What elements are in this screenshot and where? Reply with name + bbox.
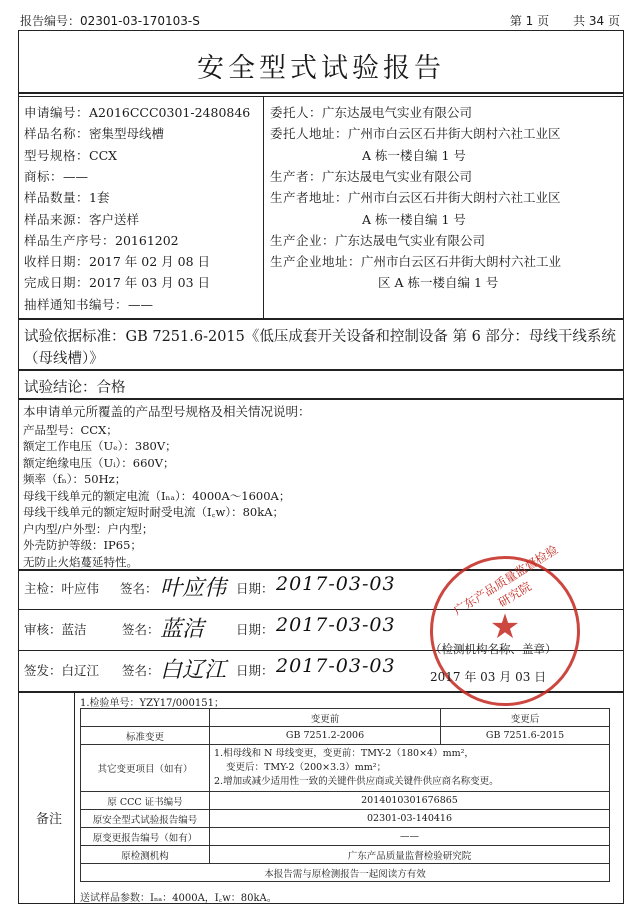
field-label: 生产企业地址： — [270, 254, 362, 270]
table-cell: 其它变更项目（如有） — [81, 745, 210, 792]
field-value-cont: A 栋一楼自编 1 号 — [362, 211, 466, 227]
field-label: 完成日期： — [24, 275, 90, 291]
sent-params: 送试样品参数：Iₙₐ：4000A，I꜀w：80kA。 — [80, 893, 277, 904]
field-row — [24, 103, 250, 121]
table-cell: 原检测机构 — [81, 846, 210, 864]
field-row — [24, 146, 117, 164]
handwritten-date: 2017-03-03 — [276, 573, 396, 595]
signature-label: 签名： — [122, 663, 160, 678]
table-row — [81, 810, 610, 828]
field-row — [270, 252, 561, 270]
description-line: 母线干线单元的额定短时耐受电流（I꜀w）：80kA； — [23, 505, 285, 519]
field-row — [24, 231, 179, 249]
handwritten-signature: 叶应伟 — [160, 576, 227, 601]
field-row — [270, 124, 561, 142]
field-label: 抽样通知书编号： — [24, 296, 129, 312]
description-heading: 本申请单元所覆盖的产品型号规格及相关情况说明： — [23, 404, 311, 419]
table-cell: —— — [210, 828, 610, 846]
field-label: 样品名称： — [24, 126, 90, 142]
date-label: 日期： — [236, 622, 274, 637]
handwritten-date: 2017-03-03 — [276, 655, 396, 677]
table-row — [81, 846, 610, 864]
description-line: 产品型号：CCX； — [23, 422, 118, 437]
field-label: 样品来源： — [24, 211, 90, 227]
field-label: 委托人地址： — [270, 126, 349, 142]
field-row — [24, 210, 139, 228]
field-label: 型号规格： — [24, 147, 90, 163]
field-value: 广东达晟电气实业有限公司 — [322, 168, 473, 184]
signer-role: 主检：叶应伟 — [24, 581, 100, 596]
test-standard: 试验依据标准：GB 7251.6-2015《低压成套开关设备和控制设备 第 6 部分：母线干线系统（母线槽）》 — [24, 329, 616, 367]
table-row — [81, 828, 610, 846]
description-line: 额定绝缘电压（Uᵢ）：660V； — [23, 455, 175, 470]
change-table — [80, 708, 610, 882]
field-row — [24, 273, 210, 291]
field-label: 收样日期： — [24, 254, 90, 270]
table-row — [81, 745, 610, 792]
seal-star-icon: ★ — [489, 607, 521, 647]
report-number: 报告编号：02301-03-170103-S — [20, 14, 200, 28]
field-value: 客户送样 — [89, 211, 140, 227]
field-label: 生产者地址： — [270, 190, 349, 206]
seal-note: （检测机构名称、盖章） — [430, 642, 557, 656]
product-description — [23, 404, 613, 570]
change-line: 2.增加或减少适用性一致的关键件供应商或关键件供应商名称变更。 — [214, 776, 499, 787]
table-cell: 2014010301676865 — [210, 792, 610, 810]
field-row — [24, 295, 153, 313]
field-row — [270, 103, 472, 121]
field-value: —— — [128, 296, 154, 312]
field-value-cont: A 栋一楼自编 1 号 — [362, 147, 466, 163]
field-value: 广州市白云区石井街大朗村六社工业区 — [348, 126, 561, 142]
table-row — [81, 727, 610, 745]
handwritten-signature: 白辽江 — [160, 658, 227, 683]
description-line: 额定工作电压（Uₑ）：380V； — [23, 439, 177, 453]
handwritten-signature: 蓝洁 — [160, 617, 205, 642]
description-line: 户内型/户外型：户内型； — [23, 521, 154, 536]
field-value: A2016CCC0301-2480846 — [89, 105, 251, 120]
field-row — [270, 188, 561, 206]
table-row — [81, 864, 610, 882]
table-cell: GB 7251.2-2006 — [210, 727, 441, 745]
signer-role: 签发：白辽江 — [24, 663, 100, 678]
field-row — [24, 188, 109, 206]
seal-date: 2017 年 03 月 03 日 — [430, 670, 547, 684]
remarks-note: 本报告需与原检测报告一起阅读方有效 — [81, 864, 610, 882]
table-row — [81, 792, 610, 810]
field-label: 生产者： — [270, 168, 323, 184]
table-cell: 标准变更 — [81, 727, 210, 745]
field-value: 广州市白云区石井街大朗村六社工业 — [361, 254, 562, 270]
table-cell — [210, 745, 610, 792]
handwritten-date: 2017-03-03 — [276, 614, 396, 636]
field-label: 申请编号： — [24, 105, 90, 120]
field-value: 广州市白云区石井街大朗村六社工业区 — [348, 190, 561, 206]
field-row — [24, 252, 210, 270]
field-row — [270, 231, 485, 249]
description-line: 频率（fₙ）：50Hz； — [23, 472, 127, 486]
seal-text: 广东产品质量监督检验研究院 — [451, 542, 561, 618]
table-cell — [81, 709, 210, 727]
remarks-label: 备注 — [36, 812, 63, 827]
field-label: 生产企业： — [270, 232, 336, 248]
signature-label: 签名： — [122, 622, 160, 637]
signature-label: 签名： — [120, 581, 158, 596]
field-row — [24, 124, 164, 142]
table-cell: 原变更报告编号（如有） — [81, 828, 210, 846]
table-cell: GB 7251.6-2015 — [441, 727, 610, 745]
field-value-cont: 区 A 栋一楼自编 1 号 — [378, 275, 499, 291]
description-line: 母线干线单元的额定电流（Iₙₐ）：4000A～1600A； — [23, 488, 291, 503]
page-number: 第 1 页 共 34 页 — [509, 14, 620, 28]
field-value: 广东达晟电气实业有限公司 — [335, 232, 486, 248]
description-line: 无防止火焰蔓延特性。 — [23, 554, 138, 569]
field-label: 样品生产序号： — [24, 232, 116, 248]
change-line: 1.相母线和 N 母线变更，变更前：TMY-2（180×4）mm²， — [214, 748, 474, 759]
field-value: 2017 年 03 月 03 日 — [89, 275, 211, 291]
date-label: 日期： — [236, 663, 274, 678]
field-label: 商标： — [24, 168, 64, 184]
report-title: 安全型式试验报告 — [197, 53, 445, 84]
date-label: 日期： — [236, 581, 274, 596]
table-row — [81, 709, 610, 727]
field-value: 密集型母线槽 — [89, 126, 165, 142]
field-label: 样品数量： — [24, 190, 90, 206]
column-header: 变更前 — [210, 709, 441, 727]
table-cell: 原 CCC 证书编号 — [81, 792, 210, 810]
field-value: 广东达晟电气实业有限公司 — [322, 105, 473, 120]
field-value: 2017 年 02 月 08 日 — [89, 254, 211, 270]
signer-role: 审核：蓝洁 — [24, 622, 87, 637]
field-value: CCX — [89, 147, 118, 163]
field-value: 20161202 — [115, 232, 179, 248]
column-header: 变更后 — [441, 709, 610, 727]
table-cell: 广东产品质量监督检验研究院 — [210, 846, 610, 864]
field-value: 1套 — [89, 190, 110, 206]
change-line: 变更后：TMY-2（200×3.3）mm²； — [226, 762, 387, 773]
test-conclusion: 试验结论：合格 — [24, 380, 126, 396]
field-label: 委托人： — [270, 105, 323, 120]
inspection-number: 1.检验单号：YZY17/000151； — [80, 698, 224, 709]
table-cell: 原安全型式试验报告编号 — [81, 810, 210, 828]
table-cell: 02301-03-140416 — [210, 810, 610, 828]
field-value: —— — [63, 168, 89, 184]
field-row — [270, 167, 472, 185]
description-line: 外壳防护等级：IP65； — [23, 538, 142, 552]
field-row — [24, 167, 88, 185]
